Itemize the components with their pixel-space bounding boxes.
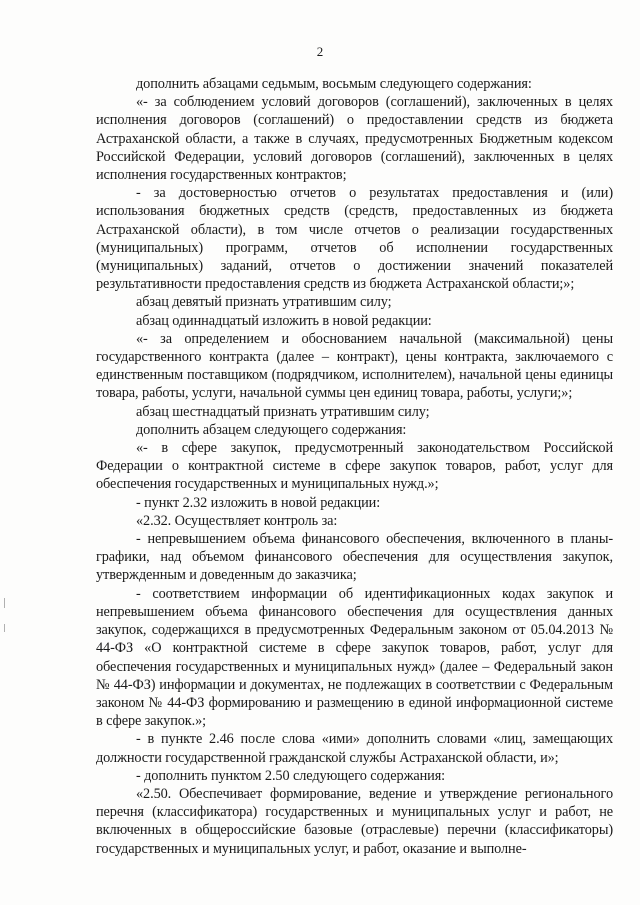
- page-number: 2: [316, 44, 324, 59]
- paragraph: «- в сфере закупок, предусмотренный законодательством Российской Федерации о контрактной системе в сфере закупок товаров, работ, услуг для обеспечения государственных и муниципальных нужд.»;: [96, 440, 613, 493]
- scan-edge-mark: [4, 624, 5, 632]
- paragraph: абзац шестнадцатый признать утратившим силу;: [136, 403, 430, 420]
- paragraph: - пункт 2.32 изложить в новой редакции:: [136, 494, 381, 511]
- paragraph: - в пункте 2.46 после слова «ими» дополнить словами «лиц, замещающих должности государственной гражданской службы Астраханской области, и»;: [96, 731, 613, 766]
- paragraph: абзац одиннадцатый изложить в новой редакции:: [136, 312, 432, 329]
- paragraph: - соответствием информации об идентификационных кодах закупок и непревышением объема финансового обеспечения для осуществления данных закупок, содержащихся в предусмотренных Федеральным законом от 05.04.2013 № 44-ФЗ «О контрактной системе в сфере закупок товаров, работ, услуг для обеспечения государственных и муниципальных нужд» (далее – Федеральный закон № 44-ФЗ) информации и документах, не подлежащих в соответствии с Федеральным законом № 44-ФЗ формированию и размещению в единой информационной системе в сфере закупок.»;: [96, 585, 613, 730]
- paragraph: дополнить абзацами седьмым, восьмым следующего содержания:: [136, 76, 532, 92]
- paragraph: - дополнить пунктом 2.50 следующего содержания:: [136, 767, 446, 784]
- paragraph: - непревышением объема финансового обеспечения, включенного в планы-графики, над объемом финансового обеспечения для осуществления закупок, утвержденным и доведенным до заказчика;: [96, 531, 613, 584]
- scan-edge-mark: [4, 598, 5, 608]
- paragraph: «- за определением и обоснованием начальной (максимальной) цены государственного контракта (далее – контракт), цены контракта, заключаемого с единственным поставщиком (подрядчиком, исполнителем), начальной цены единицы товара, работы, услуги, начальной суммы цен единиц товара, работы, услуги;»;: [96, 330, 613, 402]
- paragraph: «- за соблюдением условий договоров (соглашений), заключенных в целях исполнения договоров (соглашений) о предоставлении средств из бюджета Астраханской области, а также в случаях, предусмотренных Бюджетным кодексом Российской Федерации, условий договоров (соглашений), заключенных в целях исполнения государственных контрактов;: [96, 94, 613, 184]
- paragraph: «2.32. Осуществляет контроль за:: [136, 512, 338, 529]
- paragraph: «2.50. Обеспечивает формирование, ведение и утверждение регионального перечня (классификатора) государственных и муниципальных услуг и работ, не включенных в общероссийские базовые (отраслевые) перечни (классификаторы) государственных и муниципальных услуг, и работ, оказание и выполне-: [96, 785, 613, 857]
- document-body: [96, 75, 613, 858]
- paragraph: дополнить абзацем следующего содержания:: [136, 421, 407, 438]
- paragraph: абзац девятый признать утратившим силу;: [136, 294, 392, 311]
- paragraph: - за достоверностью отчетов о результатах предоставления и (или) использования бюджетных средств (средств, предоставленных из бюджета Астраханской области), в том числе отчетов о реализации государственных (муниципальных) программ, отчетов об исполнении государственных (муниципальных) заданий, отчетов о достижении значений показателей результативности предоставления средств из бюджета Астраханской области;»;: [96, 185, 613, 293]
